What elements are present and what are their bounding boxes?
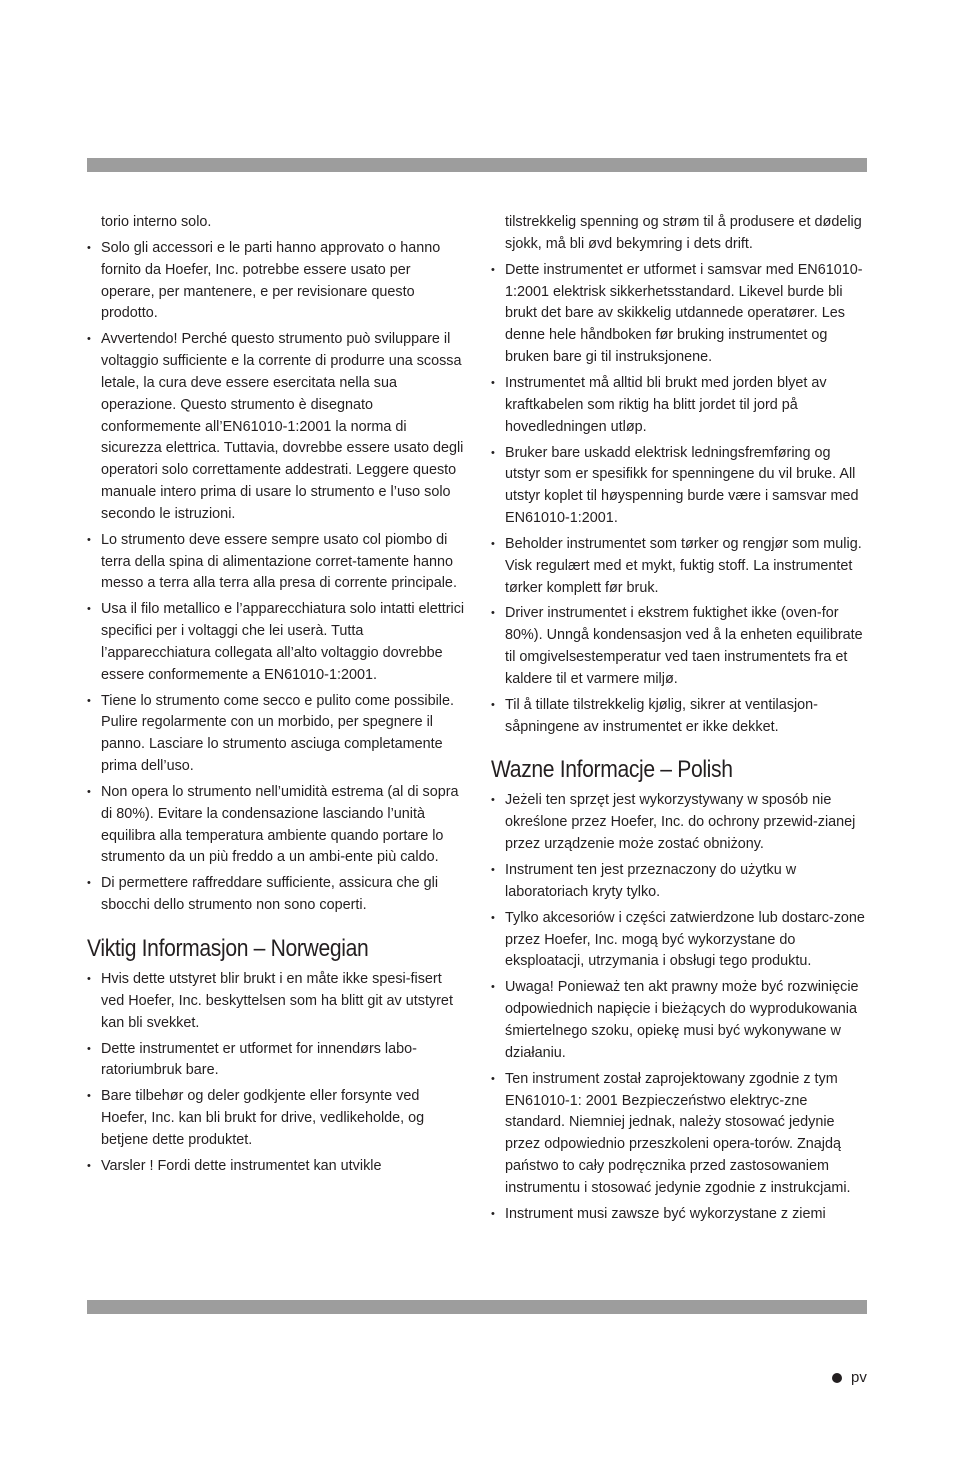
list-item: • Dette instrumentet er utformet for innendørs labo-ratoriumbruk bare. <box>87 1040 417 1079</box>
bullet-icon: • <box>491 981 495 994</box>
bullet-icon: • <box>87 333 91 346</box>
list-item: • Ten instrument został zaprojektowany zgodnie z tym EN61010-1: 2001 Bezpieczeństwo elektryc-zne standard. Niemniej jednak, należy stosować jedynie przez odpowiednio przeszkoleni opera-torów. Znajdą państwo to cały podręcznika przed zastosowaniem instrumentu i stosować jedynie zgodnie z instrukcjami. <box>491 1070 851 1196</box>
bullet-icon: • <box>491 794 495 807</box>
list-item: • Tylko akcesoriów i części zatwierdzone lub dostarc-zone przez Hoefer, Inc. mogą być wykorzystane do eksploatacji, utrzymania i obsługi tego produktu. <box>491 909 865 970</box>
list-item: • Di permettere raffreddare sufficiente, assicura che gli sbocchi dello strumento non sono coperti. <box>87 875 439 914</box>
continuation-text: tilstrekkelig spenning og strøm til å produsere et dødelig sjokk, må bli øvd bekymring i dets drift. <box>505 214 862 252</box>
bullet-icon: • <box>491 698 495 711</box>
list-item: • Tiene lo strumento come secco e pulito come possibile. Pulire regolarmente con un morbido, per spegnere il panno. Lasciare lo strumento asciuga completamente prima dell’uso. <box>87 692 455 775</box>
bottom-rule <box>87 1300 867 1314</box>
page-footer <box>832 1368 867 1388</box>
list-item: • Beholder instrumentet som tørker og rengjør som mulig. Visk regulært med et mykt, fuktig stoff. La instrumentet tørker komplett før bruk. <box>491 535 862 596</box>
list-item: • Varsler ! Fordi dette instrumentet kan utvikle <box>87 1156 465 1178</box>
bullet-circle-icon <box>832 1373 842 1383</box>
bullet-icon: • <box>87 603 91 616</box>
list-item: • Jeżeli ten sprzęt jest wykorzystywany w sposób nie określone przez Hoefer, Inc. do ochrony przewid-zianej przez urządzenie może zostać obniżony. <box>491 792 856 853</box>
page-number: pv <box>851 1369 867 1386</box>
bullet-icon: • <box>87 1090 91 1103</box>
list-item: • Instrument ten jest przeznaczony do użytku w laboratoriach kryty tylko. <box>491 862 797 900</box>
section-heading-norwegian: Viktig Informasjon – Norwegian <box>87 935 369 963</box>
list-item: • Lo strumento deve essere sempre usato col piombo di terra della spina di alimentazione corret-tamente hanno messo a terra alla terra alla presa di corrente principale. <box>87 531 457 592</box>
list-item: • Bare tilbehør og deler godkjente eller forsynte ved Hoefer, Inc. kan bli brukt for drive, vedlikeholde, og betjene dette produktet. <box>87 1088 425 1148</box>
list-item: • Solo gli accessori e le parti hanno approvato o hanno fornito da Hoefer, Inc. potrebbe essere usato per operare, per mantenere, e per revisionare questo prodotto. <box>87 239 441 322</box>
list-item: • Hvis dette utstyret blir brukt i en måte ikke spesi-fisert ved Hoefer, Inc. beskyttelsen som ha blitt git av utstyret kan bli svekket. <box>87 971 453 1031</box>
top-rule <box>87 158 867 172</box>
list-item: • Bruker bare uskadd elektrisk ledningsfremføring og utstyr som er spesifikk for spenningene du vil bruke. All utstyr koplet til høyspenning burde være i samsvar med EN61010-1:2001. <box>491 444 859 526</box>
list-item: • Instrument musi zawsze być wykorzystane z ziemi <box>491 1204 869 1226</box>
section-heading-polish: Wazne Informacje – Polish <box>491 756 733 784</box>
bullet-icon: • <box>87 786 91 799</box>
bullet-icon: • <box>87 1042 91 1055</box>
bullet-icon: • <box>491 1072 495 1085</box>
bullet-icon: • <box>491 376 495 389</box>
right-column <box>491 212 869 1230</box>
bullet-icon: • <box>87 1159 91 1172</box>
bullet-icon: • <box>491 537 495 550</box>
left-column <box>87 212 465 1182</box>
bullet-icon: • <box>87 241 91 254</box>
list-item: • Dette instrumentet er utformet i samsvar med EN61010-1:2001 elektrisk sikkerhetsstandard. Likevel burde bli brukt det bare av skikkelig utdannede operatører. Les denne hele håndboken før bruking instrumentet og bruken bare gi til instruksjonene. <box>491 261 863 365</box>
bullet-icon: • <box>491 263 495 276</box>
bullet-icon: • <box>87 877 91 890</box>
list-item: • Til å tillate tilstrekkelig kjølig, sikrer at ventilasjon-såpningene av instrumentet er ikke dekket. <box>491 696 818 735</box>
list-item: • Instrumentet må alltid bli brukt med jorden blyet av kraftkabelen som riktig ha blitt jordet til jord på hovedledningen utløp. <box>491 374 827 435</box>
continuation-text: torio interno solo. <box>101 214 212 230</box>
list-item: • Usa il filo metallico e l’apparecchiatura solo intatti elettrici specifici per i voltaggi che lei userà. Tutta l’apparecchiatura collegata all’alto voltaggio dovrebbe essere conformemente a EN61010-1:2001. <box>87 601 465 683</box>
list-item: • Avvertendo! Perché questo strumento può sviluppare il voltaggio sufficiente e la corrente di produrre una scossa letale, la cura deve essere esercitata nella sua operazione. Questo strumento è disegnato conformemente all’EN61010-1:2001 la norma di sicurezza elettrica. Tuttavia, dovrebbe essere usato degli operatori solo correttamente addestrati. Leggere questo manuale intero prima di usare lo strumento e l’uso solo secondo le istruzioni. <box>87 331 464 522</box>
bullet-icon: • <box>87 533 91 546</box>
bullet-icon: • <box>491 1207 495 1220</box>
bullet-icon: • <box>491 864 495 877</box>
bullet-icon: • <box>87 694 91 707</box>
bullet-icon: • <box>491 446 495 459</box>
bullet-icon: • <box>87 973 91 986</box>
bullet-icon: • <box>491 911 495 924</box>
list-item: • Uwaga! Ponieważ ten akt prawny może być rozwinięcie odpowiednich napięcie i bieżących do wyprodukowania śmiertelnego szoku, opiekę musi być wykonywane w działaniu. <box>491 979 859 1061</box>
bullet-icon: • <box>491 607 495 620</box>
list-item: • Non opera lo strumento nell’umidità estrema (al di sopra di 80%). Evitare la condensazione lasciando l’unità equilibra alla temperatura ambiente quando portare lo strumento da un più freddo a un ambi-ente più caldo. <box>87 784 459 866</box>
list-item: • Driver instrumentet i ekstrem fuktighet ikke (oven-for 80%). Unngå kondensasjon ved å la enheten equilibrate til omgivelsestemperatur ved taen instrumentets fra et kaldere til et varmere miljø. <box>491 605 863 687</box>
